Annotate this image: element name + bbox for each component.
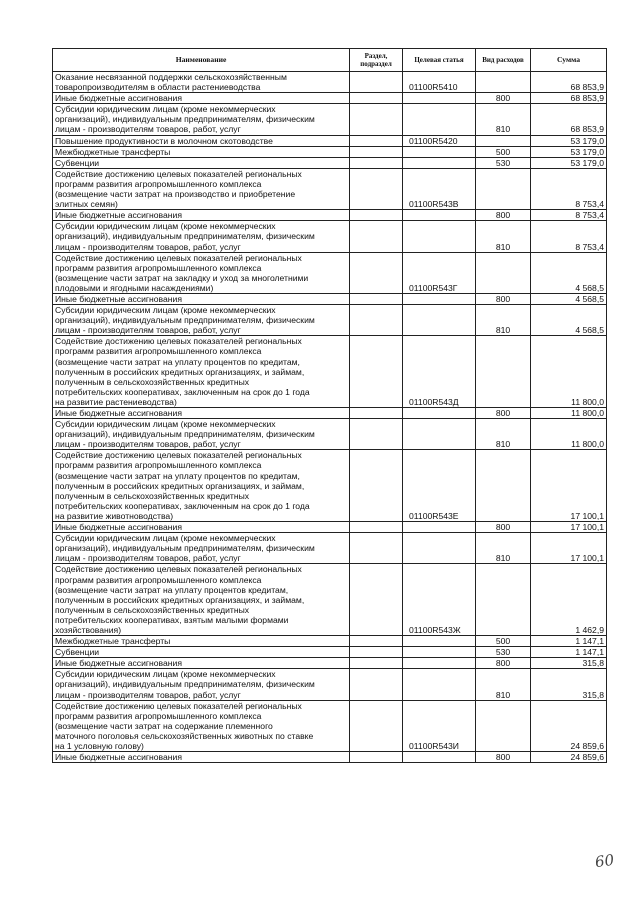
cell-kind: 810	[476, 221, 531, 252]
cell-target	[403, 157, 476, 168]
cell-target	[403, 293, 476, 304]
cell-target	[403, 305, 476, 336]
cell-sum: 8 753,4	[531, 210, 607, 221]
cell-target	[403, 522, 476, 533]
cell-kind	[476, 336, 531, 408]
cell-name: Субсидии юридическим лицам (кроме некоммерческих организаций), индивидуальным предпринимателям, физическим лицам - производителям товаров, работ, услуг	[53, 419, 350, 450]
table-row	[53, 305, 607, 336]
cell-target	[403, 636, 476, 647]
cell-sum: 53 179,0	[531, 157, 607, 168]
table-row	[53, 210, 607, 221]
cell-kind: 800	[476, 522, 531, 533]
cell-sum: 11 800,0	[531, 336, 607, 408]
cell-kind: 810	[476, 669, 531, 700]
cell-sum: 315,8	[531, 658, 607, 669]
cell-target	[403, 146, 476, 157]
cell-name: Иные бюджетные ассигнования	[53, 408, 350, 419]
cell-sum: 8 753,4	[531, 168, 607, 209]
table-row	[53, 157, 607, 168]
cell-name: Субвенции	[53, 157, 350, 168]
table-row	[53, 450, 607, 522]
cell-name: Содействие достижению целевых показателей региональных программ развития агропромышленного комплекса (возмещение части затрат на производство и приобретение элитных семян)	[53, 168, 350, 209]
table-row	[53, 336, 607, 408]
table-row	[53, 700, 607, 751]
cell-target	[403, 93, 476, 104]
cell-sum: 11 800,0	[531, 419, 607, 450]
cell-target: 01100R543В	[403, 168, 476, 209]
cell-name: Иные бюджетные ассигнования	[53, 658, 350, 669]
cell-sum: 17 100,1	[531, 533, 607, 564]
cell-name: Иные бюджетные ассигнования	[53, 522, 350, 533]
cell-target	[403, 104, 476, 135]
cell-sum: 68 853,9	[531, 72, 607, 93]
cell-kind: 800	[476, 293, 531, 304]
cell-target: 01100R543Ж	[403, 564, 476, 636]
cell-section	[350, 146, 403, 157]
table-row	[53, 168, 607, 209]
cell-sum: 24 859,6	[531, 700, 607, 751]
cell-section	[350, 72, 403, 93]
table-row	[53, 522, 607, 533]
cell-sum: 1 462,9	[531, 564, 607, 636]
header-kind: Вид расходов	[476, 49, 531, 72]
cell-section	[350, 408, 403, 419]
cell-section	[350, 252, 403, 293]
cell-section	[350, 564, 403, 636]
cell-name: Содействие достижению целевых показателей региональных программ развития агропромышленного комплекса (возмещение части затрат на уплату процентов по кредитам, полученным в российских кредитных организациях, и займам, полученным в сельскохозяйственных кредитных потребительских кооперативах, заключенным на срок до 1 года на развитие растениеводства)	[53, 336, 350, 408]
cell-name: Иные бюджетные ассигнования	[53, 210, 350, 221]
cell-sum: 8 753,4	[531, 221, 607, 252]
cell-sum: 1 147,1	[531, 647, 607, 658]
cell-section	[350, 533, 403, 564]
cell-kind	[476, 700, 531, 751]
cell-section	[350, 647, 403, 658]
table-row	[53, 752, 607, 763]
cell-kind: 500	[476, 636, 531, 647]
table-row	[53, 564, 607, 636]
cell-name: Содействие достижению целевых показателей региональных программ развития агропромышленного комплекса (возмещение части затрат на уплату процентов по кредитам, полученным в российских кредитных организациях, и займам, полученным в сельскохозяйственных кредитных потребительских кооперативах, заключенным на срок до 1 года на развитие животноводства)	[53, 450, 350, 522]
cell-target	[403, 419, 476, 450]
cell-section	[350, 700, 403, 751]
cell-kind: 500	[476, 146, 531, 157]
cell-kind: 810	[476, 533, 531, 564]
cell-section	[350, 135, 403, 146]
cell-target	[403, 210, 476, 221]
table-row	[53, 636, 607, 647]
cell-section	[350, 221, 403, 252]
cell-name: Межбюджетные трансферты	[53, 636, 350, 647]
cell-kind: 800	[476, 752, 531, 763]
cell-name: Субсидии юридическим лицам (кроме некоммерческих организаций), индивидуальным предпринимателям, физическим лицам - производителям товаров, работ, услуг	[53, 533, 350, 564]
cell-name: Иные бюджетные ассигнования	[53, 93, 350, 104]
table-row	[53, 104, 607, 135]
cell-target	[403, 752, 476, 763]
cell-section	[350, 210, 403, 221]
table-row	[53, 647, 607, 658]
cell-sum: 53 179,0	[531, 135, 607, 146]
table-row	[53, 408, 607, 419]
cell-sum: 68 853,9	[531, 93, 607, 104]
cell-kind	[476, 450, 531, 522]
cell-sum: 11 800,0	[531, 408, 607, 419]
cell-name: Межбюджетные трансферты	[53, 146, 350, 157]
cell-target	[403, 669, 476, 700]
cell-section	[350, 522, 403, 533]
table-row	[53, 146, 607, 157]
cell-kind	[476, 564, 531, 636]
cell-target: 01100R543Д	[403, 336, 476, 408]
cell-kind: 800	[476, 658, 531, 669]
cell-sum: 17 100,1	[531, 450, 607, 522]
table-row	[53, 533, 607, 564]
header-section: Раздел, подраздел	[350, 49, 403, 72]
cell-section	[350, 157, 403, 168]
budget-table	[52, 48, 607, 763]
cell-name: Субсидии юридическим лицам (кроме некоммерческих организаций), индивидуальным предпринимателям, физическим лицам - производителям товаров, работ, услуг	[53, 221, 350, 252]
table-row	[53, 93, 607, 104]
cell-kind	[476, 252, 531, 293]
cell-section	[350, 293, 403, 304]
cell-section	[350, 450, 403, 522]
cell-kind	[476, 168, 531, 209]
cell-sum: 24 859,6	[531, 752, 607, 763]
cell-target	[403, 533, 476, 564]
cell-name: Содействие достижению целевых показателей региональных программ развития агропромышленного комплекса (возмещение части затрат на закладку и уход за многолетними плодовыми и ягодными насаждениями)	[53, 252, 350, 293]
cell-sum: 17 100,1	[531, 522, 607, 533]
cell-section	[350, 93, 403, 104]
cell-section	[350, 669, 403, 700]
table-row	[53, 669, 607, 700]
cell-kind: 800	[476, 408, 531, 419]
cell-sum: 315,8	[531, 669, 607, 700]
cell-sum: 68 853,9	[531, 104, 607, 135]
cell-name: Иные бюджетные ассигнования	[53, 752, 350, 763]
cell-target: 01100R543И	[403, 700, 476, 751]
cell-sum: 53 179,0	[531, 146, 607, 157]
cell-target: 01100R5410	[403, 72, 476, 93]
cell-kind	[476, 72, 531, 93]
cell-name: Содействие достижению целевых показателей региональных программ развития агропромышленного комплекса (возмещение части затрат на содержание племенного маточного поголовья сельскохозяйственных животных по ставке на 1 условную голову)	[53, 700, 350, 751]
cell-sum: 4 568,5	[531, 305, 607, 336]
cell-sum: 4 568,5	[531, 293, 607, 304]
cell-sum: 4 568,5	[531, 252, 607, 293]
table-row	[53, 293, 607, 304]
cell-target: 01100R543Е	[403, 450, 476, 522]
header-sum: Сумма	[531, 49, 607, 72]
cell-kind: 800	[476, 210, 531, 221]
budget-table-sheet	[52, 48, 606, 763]
cell-kind: 810	[476, 104, 531, 135]
cell-name: Иные бюджетные ассигнования	[53, 293, 350, 304]
cell-kind: 810	[476, 419, 531, 450]
header-name: Наименование	[53, 49, 350, 72]
cell-name: Субсидии юридическим лицам (кроме некоммерческих организаций), индивидуальным предпринимателям, физическим лицам - производителям товаров, работ, услуг	[53, 669, 350, 700]
cell-section	[350, 336, 403, 408]
page-number: 60	[593, 850, 616, 872]
table-row	[53, 135, 607, 146]
cell-section	[350, 104, 403, 135]
table-row	[53, 419, 607, 450]
cell-kind: 530	[476, 647, 531, 658]
cell-section	[350, 305, 403, 336]
table-row	[53, 252, 607, 293]
table-header-row	[53, 49, 607, 72]
cell-name: Содействие достижению целевых показателей региональных программ развития агропромышленного комплекса (возмещение части затрат на уплату процентов кредитам, полученным в российских кредитных организациях, и займам, полученным в сельскохозяйственных кредитных потребительских кооперативах, взятым малыми формами хозяйствования)	[53, 564, 350, 636]
cell-target: 01100R5420	[403, 135, 476, 146]
cell-section	[350, 168, 403, 209]
cell-target	[403, 658, 476, 669]
cell-section	[350, 419, 403, 450]
cell-kind: 810	[476, 305, 531, 336]
table-row	[53, 72, 607, 93]
cell-target	[403, 221, 476, 252]
cell-name: Субсидии юридическим лицам (кроме некоммерческих организаций), индивидуальным предпринимателям, физическим лицам - производителям товаров, работ, услуг	[53, 305, 350, 336]
table-row	[53, 658, 607, 669]
cell-kind	[476, 135, 531, 146]
cell-kind: 800	[476, 93, 531, 104]
cell-section	[350, 636, 403, 647]
cell-target: 01100R543Г	[403, 252, 476, 293]
cell-target	[403, 408, 476, 419]
cell-name: Субсидии юридическим лицам (кроме некоммерческих организаций), индивидуальным предпринимателям, физическим лицам - производителям товаров, работ, услуг	[53, 104, 350, 135]
cell-sum: 1 147,1	[531, 636, 607, 647]
cell-name: Субвенции	[53, 647, 350, 658]
table-row	[53, 221, 607, 252]
cell-name: Повышение продуктивности в молочном скотоводстве	[53, 135, 350, 146]
header-target: Целевая статья	[403, 49, 476, 72]
cell-target	[403, 647, 476, 658]
cell-kind: 530	[476, 157, 531, 168]
cell-section	[350, 658, 403, 669]
cell-section	[350, 752, 403, 763]
cell-name: Оказание несвязанной поддержки сельскохозяйственным товаропроизводителям в области растениеводства	[53, 72, 350, 93]
